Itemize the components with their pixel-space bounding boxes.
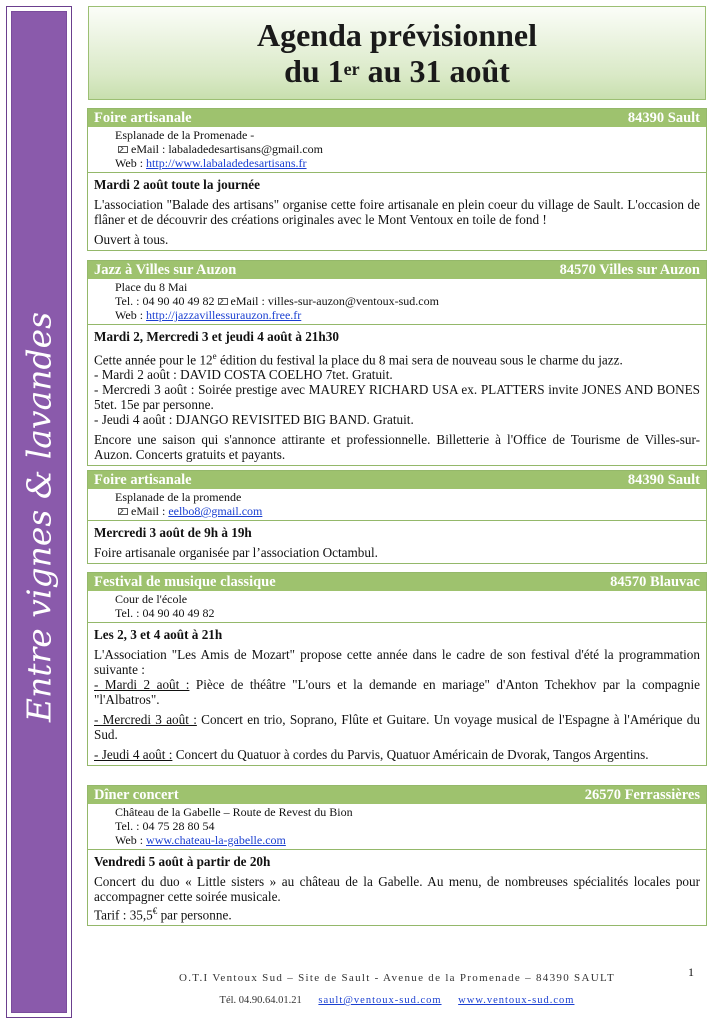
event-note: Encore une saison qui s'annonce attirante et professionnelle. Billetterie à l'Office de Tourisme de Villes-sur-Auzon. Concerts gratuits et payants. bbox=[94, 432, 700, 463]
event-web-link[interactable]: http://jazzavillessurauzon.free.fr bbox=[146, 308, 302, 322]
footer-tel: Tél. 04.90.64.01.21 bbox=[219, 995, 302, 1006]
event-header bbox=[88, 109, 706, 127]
event-description: Foire artisanale organisée par l’association Octambul. bbox=[94, 545, 378, 560]
event-date: Mercredi 3 août de 9h à 19h bbox=[94, 525, 252, 540]
event-card bbox=[87, 785, 707, 926]
event-contact bbox=[88, 804, 706, 850]
event-description: L'Association "Les Amis de Mozart" propose cette année dans le cadre de son festival d'été la programmation suivante : - Mardi 2 août : Pièce de théâtre "L'ours et la demande en mariage" d'Anton Tchekhov par la compagnie "l'Albatros". bbox=[94, 647, 700, 707]
event-body bbox=[88, 623, 706, 765]
event-tel: Tel. : 04 90 40 49 82 bbox=[115, 294, 215, 308]
event-address: Cour de l'école bbox=[115, 592, 188, 606]
event-name: Festival de musique classique bbox=[94, 574, 276, 590]
envelope-icon bbox=[118, 508, 128, 515]
event-name: Dîner concert bbox=[94, 787, 179, 803]
event-location: 84390 Sault bbox=[627, 110, 700, 126]
event-note: Ouvert à tous. bbox=[94, 232, 169, 247]
page-number: 1 bbox=[688, 965, 694, 979]
event-program-item: - Mercredi 3 août : Concert en trio, Soprano, Flûte et Guitare. Un voyage musical de l'Espagne à l'Amérique du Sud. bbox=[94, 712, 700, 742]
event-description: Cette année pour le 12e édition du festival la place du 8 mai sera de nouveau sous le charme du jazz. - Mardi 2 août : DAVID COSTA COELHO 7tet. Gratuit. - Mercredi 3 août : Soirée prestige avec MAUREY RICHARD USA ex. PLATTERS invite JONES AND BONES 5tet. 15e par personne. - Jeudi 4 août : DJANGO REVISITED BIG BAND. Gratuit. bbox=[94, 351, 700, 428]
event-tel: Tel. : 04 75 28 80 54 bbox=[115, 819, 215, 833]
event-email-row: eMail : eelbo8@gmail.com bbox=[115, 504, 706, 518]
event-card bbox=[87, 572, 707, 766]
footer-address: O.T.I Ventoux Sud – Site de Sault - Avenue de la Promenade – 84390 SAULT bbox=[179, 972, 615, 984]
event-email-row: eMail : labaladedesartisans@gmail.com bbox=[115, 142, 706, 156]
event-body bbox=[88, 850, 706, 925]
event-contact bbox=[88, 591, 706, 623]
event-contact bbox=[88, 279, 706, 325]
envelope-icon bbox=[118, 146, 128, 153]
event-card bbox=[87, 470, 707, 564]
event-card bbox=[87, 108, 707, 251]
event-web-link[interactable]: http://www.labaladedesartisans.fr bbox=[146, 156, 307, 170]
event-body bbox=[88, 521, 706, 563]
event-header bbox=[88, 573, 706, 591]
event-contact bbox=[88, 127, 706, 173]
event-body bbox=[88, 173, 706, 250]
footer-web-link[interactable]: www.ventoux-sud.com bbox=[458, 995, 575, 1006]
event-date: Mardi 2 août toute la journée bbox=[94, 177, 260, 192]
event-header bbox=[88, 261, 706, 279]
sidebar-banner bbox=[6, 6, 72, 1018]
footer-email-link[interactable]: sault@ventoux-sud.com bbox=[318, 995, 442, 1006]
event-location: 84390 Sault bbox=[627, 472, 700, 488]
title-line2: du 1er au 31 août bbox=[284, 53, 510, 89]
event-location: 84570 Villes sur Auzon bbox=[559, 262, 700, 278]
event-address: Esplanade de la Promenade - bbox=[115, 128, 255, 142]
page-title bbox=[88, 6, 706, 100]
title-line1: Agenda prévisionnel bbox=[256, 17, 538, 53]
sidebar-title: Entre vignes & lavandes bbox=[19, 311, 59, 723]
event-location: 84570 Blauvac bbox=[610, 574, 700, 590]
event-web-row: Web : http://www.labaladedesartisans.fr bbox=[115, 156, 307, 170]
event-name: Foire artisanale bbox=[94, 472, 192, 488]
event-web-row: Web : http://jazzavillessurauzon.free.fr bbox=[115, 308, 302, 322]
envelope-icon bbox=[218, 298, 228, 305]
event-name: Foire artisanale bbox=[94, 110, 192, 126]
event-email: villes-sur-auzon@ventoux-sud.com bbox=[267, 294, 439, 308]
event-date: Mardi 2, Mercredi 3 et jeudi 4 août à 21h30 bbox=[94, 329, 339, 344]
event-email[interactable]: eelbo8@gmail.com bbox=[168, 504, 263, 518]
event-contact bbox=[88, 489, 706, 521]
event-description: L'association "Balade des artisans" organise cette foire artisanale en plein coeur du village de Sault. L'occasion de flâner et de découvrir des créations originales avec le Mont Ventoux en toile de fond ! bbox=[94, 197, 700, 227]
footer-contact bbox=[88, 995, 706, 1006]
event-date: Les 2, 3 et 4 août à 21h bbox=[94, 627, 223, 642]
event-tel-email-row: Tel. : 04 90 40 49 82 eMail : villes-sur-auzon@ventoux-sud.com bbox=[115, 294, 439, 308]
event-name: Jazz à Villes sur Auzon bbox=[94, 262, 237, 278]
event-web-row: Web : www.chateau-la-gabelle.com bbox=[115, 833, 286, 847]
event-header bbox=[88, 471, 706, 489]
event-program-item: - Jeudi 4 août : Concert du Quatuor à cordes du Parvis, Quatuor Américain de Dvorak, Tangos Argentins. bbox=[94, 747, 649, 762]
event-header bbox=[88, 786, 706, 804]
event-description: Concert du duo « Little sisters » au château de la Gabelle. Au menu, de nombreuses spécialités locales pour accompagner cette soirée musicale. Tarif : 35,5€ par personne. bbox=[94, 874, 700, 923]
event-location: 26570 Ferrassières bbox=[584, 787, 700, 803]
event-address: Esplanade de la promende bbox=[115, 490, 242, 504]
event-tel: Tel. : 04 90 40 49 82 bbox=[115, 606, 215, 620]
event-card bbox=[87, 260, 707, 466]
event-body bbox=[88, 325, 706, 465]
event-address: Château de la Gabelle – Route de Revest du Bion bbox=[115, 805, 353, 819]
event-address: Place du 8 Mai bbox=[115, 280, 188, 294]
event-email: labaladedesartisans@gmail.com bbox=[168, 142, 323, 156]
event-web-link[interactable]: www.chateau-la-gabelle.com bbox=[146, 833, 286, 847]
event-date: Vendredi 5 août à partir de 20h bbox=[94, 854, 271, 869]
